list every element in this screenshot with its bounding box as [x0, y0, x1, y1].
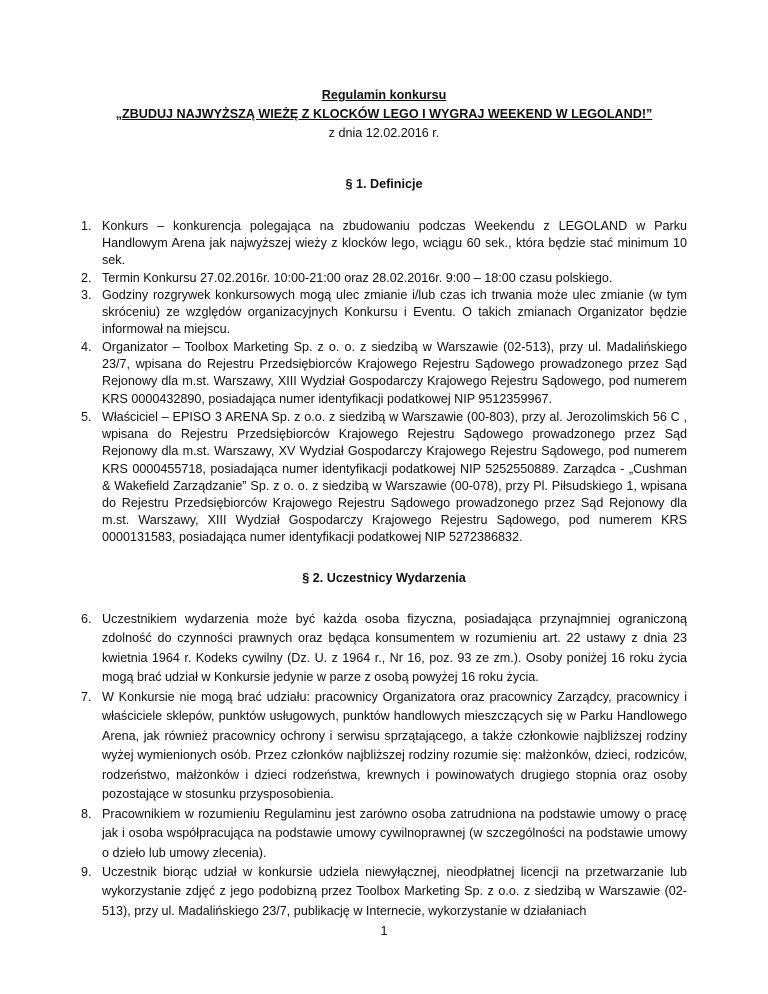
contest-name: „ZBUDUJ NAJWYŻSZĄ WIEŻĘ Z KLOCKÓW LEGO I WYGRAJ WEEKEND W LEGOLAND!”: [115, 107, 653, 121]
list-item-5: [81, 409, 687, 547]
list-item-text: Godziny rozgrywek konkursowych mogą ulec zmianie i/lub czas ich trwania może ulec zmianie (w tym skróceniu) ze względów organizacyjnych Konkursu i Eventu. O takich zmianach Organizator będzie informował na miejscu.: [102, 288, 687, 337]
list-item-number: 1.: [81, 219, 92, 233]
list-item-text: Uczestnik biorąc udział w konkursie udziela niewyłącznej, nieodpłatnej licencji na przetwarzanie lub wykorzystanie zdjęć z jego podobizną przez Toolbox Marketing Sp. z o.o. z siedzibą w Warszawie (02-513), przy ul. Madalińskiego 23/7, publikację w Internecie, wykorzystanie w działaniach: [102, 865, 687, 918]
list-item-7: [81, 688, 687, 804]
list-item-number: 8.: [81, 807, 92, 821]
list-item-text: Właściciel – EPISO 3 ARENA Sp. z o.o. z siedzibą w Warszawie (00-803), przy al. Jerozolimskich 56 C , wpisana do Rejestru Przedsiębiorców Krajowego Rejestru Sądowego prowadzonego przez Sąd Rejonowy dla m.st. Warszawy, XV Wydział Gospodarczy Krajowego Rejestru Sądowego, pod numerem KRS 0000455718, posiadająca numer identyfikacji podatkowej NIP 5252550889. Zarządca - „Cushman & Wakefield Zarządzanie” Sp. z o. o. z siedzibą w Warszawie (00-078), przy Pl. Piłsudskiego 1, wpisana do Rejestru Przedsiębiorców Krajowego Rejestru Sądowego prowadzonego przez Sąd Rejonowy dla m.st. Warszawy, XIII Wydział Gospodarczy Krajowego Rejestru Sądowego, pod numerem KRS 0000131583, posiadająca numer identyfikacji podatkowej NIP 5272386832.: [102, 410, 687, 545]
list-item-number: 6.: [81, 612, 92, 626]
section-heading-definitions: § 1. Definicje: [345, 177, 423, 191]
list-item-number: 5.: [81, 410, 92, 424]
list-item-number: 3.: [81, 288, 92, 302]
section-heading-participants: § 2. Uczestnicy Wydarzenia: [302, 571, 466, 585]
list-item-6: [81, 610, 687, 688]
list-item-4: [81, 339, 687, 408]
list-item-8: [81, 805, 687, 863]
list-item-number: 9.: [81, 865, 92, 879]
list-item-2: [81, 270, 687, 287]
document-title: Regulamin konkursu: [321, 88, 447, 102]
list-item-text: Termin Konkursu 27.02.2016r. 10:00-21:00 oraz 28.02.2016r. 9:00 – 18:00 czasu polskiego.: [102, 271, 613, 285]
document-date: z dnia 12.02.2016 r.: [328, 126, 440, 140]
list-item-text: Organizator – Toolbox Marketing Sp. z o. o. z siedzibą w Warszawie (02-513), przy ul. Madalińskiego 23/7, wpisana do Rejestru Przedsiębiorców Krajowego Rejestru Sądowego prowadzonego przez Sąd Rejonowy dla m.st. Warszawy, XIII Wydział Gospodarczy Krajowego Rejestru Sądowego, pod numerem KRS 0000432890, posiadająca numer identyfikacji podatkowej NIP 9512359967.: [102, 340, 687, 406]
list-item-text: Uczestnikiem wydarzenia może być każda osoba fizyczna, posiadająca przynajmniej ograniczoną zdolność do czynności prawnych oraz będąca konsumentem w rozumieniu art. 22 ustawy z dnia 23 kwietnia 1964 r. Kodeks cywilny (Dz. U. z 1964 r., Nr 16, poz. 93 ze zm.). Osoby poniżej 16 roku życia mogą brać udział w Konkursie jedynie w parze z osobą powyżej 16 roku życia.: [102, 612, 687, 685]
list-item-1: [81, 218, 687, 270]
list-item-text: Konkurs – konkurencja polegająca na zbudowaniu podczas Weekendu z LEGOLAND w Parku Handlowym Arena jak najwyższej wieży z klocków lego, wciągu 60 sek., która będzie stać minimum 10 sek.: [102, 219, 687, 268]
list-item-9: [81, 863, 687, 921]
list-item-text: W Konkursie nie mogą brać udziału: pracownicy Organizatora oraz pracownicy Zarządcy, pracownicy i właściciele sklepów, punktów usługowych, punktów handlowych mieszczących się w Parku Handlowego Arena, jak również pracownicy ochrony i serwisu sprzątającego, a także członkowie najbliższej rodziny wyżej wymienionych osób. Przez członków najbliższej rodziny rozumie się: małżonków, dzieci, rodziców, rodzeństwo, małżonków i dzieci rodzeństwa, krewnych i powinowatych drugiego stopnia oraz osoby pozostające w stosunku przysposobienia.: [102, 690, 687, 802]
list-item-text: Pracownikiem w rozumieniu Regulaminu jest zarówno osoba zatrudniona na podstawie umowy o pracę jak i osoba współpracująca na podstawie umowy cywilnoprawnej (w szczególności na podstawie umowy o dzieło lub umowy zlecenia).: [102, 807, 687, 860]
list-item-3: [81, 287, 687, 339]
list-item-number: 2.: [81, 271, 92, 285]
list-item-number: 7.: [81, 690, 92, 704]
page-number: 1: [380, 924, 388, 938]
list-item-number: 4.: [81, 340, 92, 354]
